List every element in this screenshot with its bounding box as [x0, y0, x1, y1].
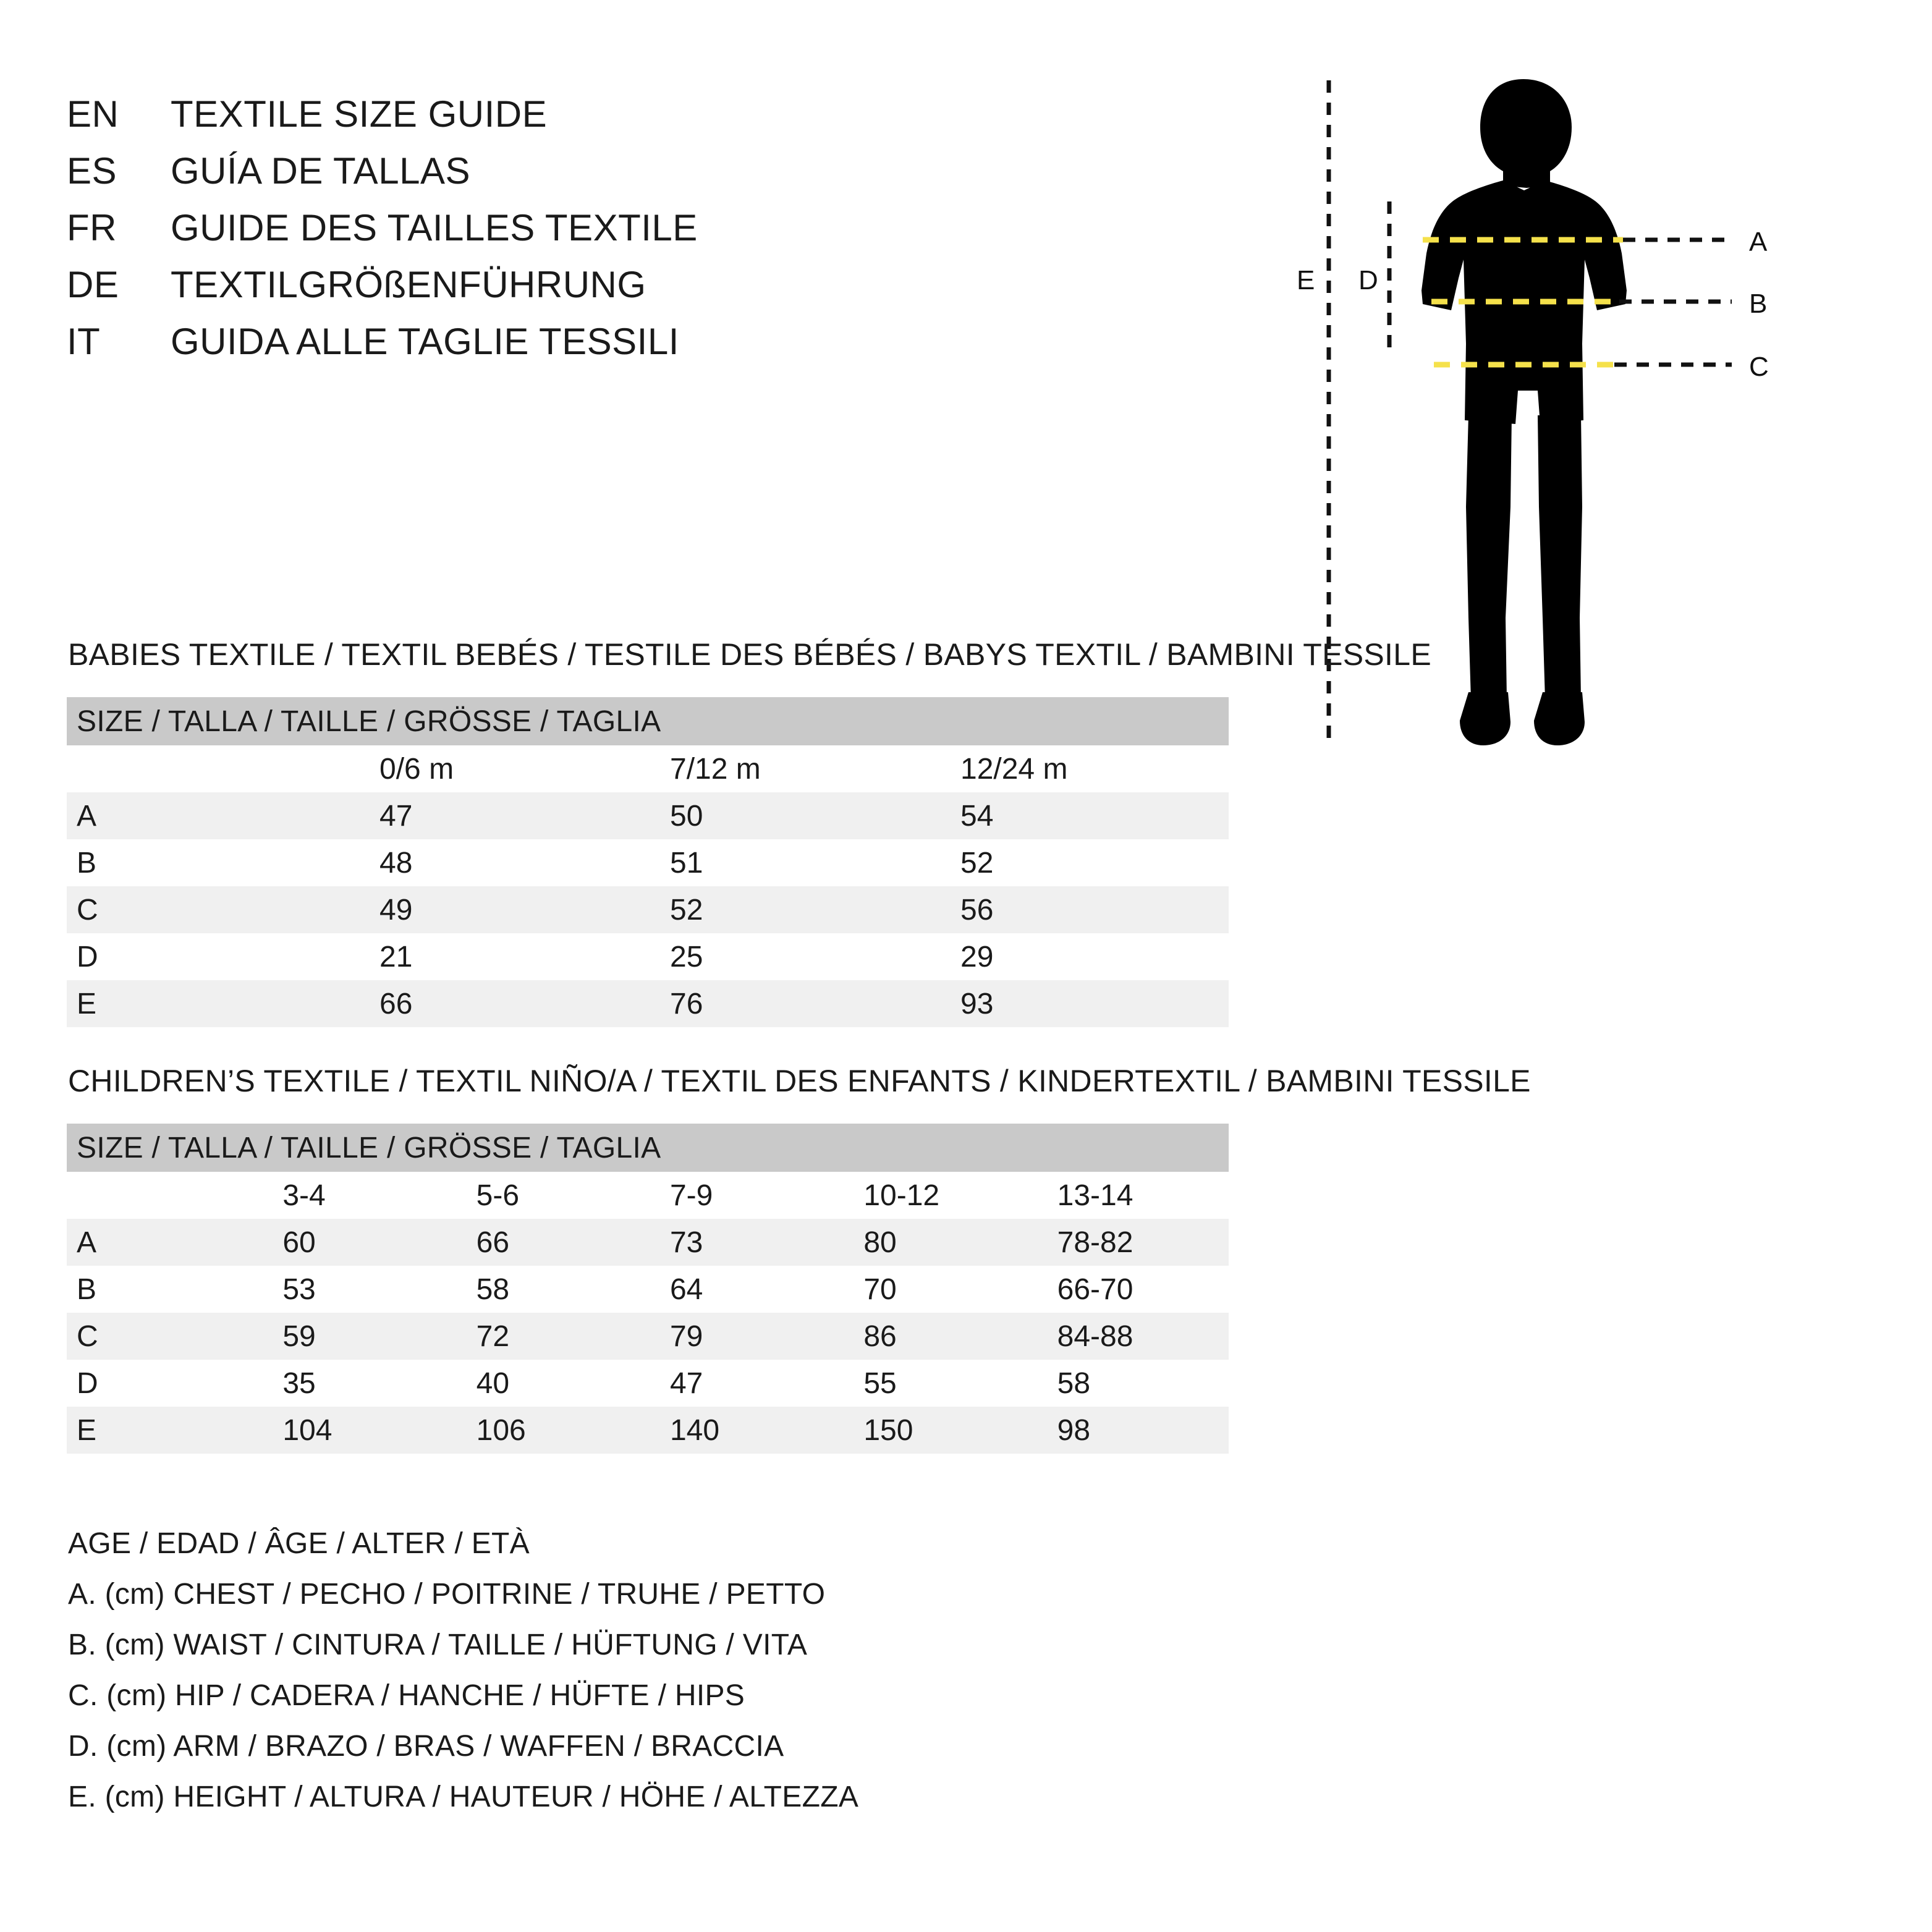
children-corner-cell	[67, 1172, 260, 1219]
language-code-de: DE	[67, 264, 119, 305]
children-e-2: 140	[648, 1407, 841, 1454]
children-b-1: 58	[454, 1266, 648, 1313]
children-d-0: 35	[260, 1360, 454, 1407]
table-row	[67, 839, 1229, 886]
figure-label-d: D	[1358, 265, 1378, 295]
babies-row-label-e: E	[67, 980, 357, 1027]
table-row	[67, 792, 1229, 839]
children-row-label-e: E	[67, 1407, 260, 1454]
children-row-label-d: D	[67, 1360, 260, 1407]
language-code-it: IT	[67, 321, 101, 362]
children-b-2: 64	[648, 1266, 841, 1313]
table-row	[67, 1219, 1229, 1266]
table-row	[67, 933, 1229, 980]
figure-label-c: C	[1749, 352, 1769, 382]
babies-e-0: 66	[357, 980, 648, 1027]
children-c-1: 72	[454, 1313, 648, 1360]
children-column-1: 5-6	[454, 1172, 648, 1219]
children-a-0: 60	[260, 1219, 454, 1266]
children-row-label-b: B	[67, 1266, 260, 1313]
children-a-2: 73	[648, 1219, 841, 1266]
figure-label-b: B	[1749, 289, 1768, 319]
babies-c-0: 49	[357, 886, 648, 933]
legend-line-b: B. (cm) WAIST / CINTURA / TAILLE / HÜFTUNG / VITA	[68, 1629, 808, 1661]
children-c-3: 86	[841, 1313, 1035, 1360]
language-code-fr: FR	[67, 207, 117, 248]
children-section-title: CHILDREN’S TEXTILE / TEXTIL NIÑO/A / TEXTIL DES ENFANTS / KINDERTEXTIL / BAMBINI TESSILE	[68, 1064, 1531, 1098]
language-code-es: ES	[67, 150, 117, 192]
measurement-figure	[1297, 74, 1885, 773]
language-title-list	[67, 93, 698, 377]
table-row	[67, 1360, 1229, 1407]
babies-e-2: 93	[938, 980, 1229, 1027]
language-row-it	[67, 320, 698, 377]
children-row-label-a: A	[67, 1219, 260, 1266]
children-c-0: 59	[260, 1313, 454, 1360]
table-row	[67, 886, 1229, 933]
babies-column-1: 7/12 m	[648, 745, 938, 792]
babies-row-label-b: B	[67, 839, 357, 886]
children-c-2: 79	[648, 1313, 841, 1360]
language-label-en: TEXTILE SIZE GUIDE	[171, 93, 548, 135]
figure-label-e: E	[1297, 265, 1315, 295]
children-b-0: 53	[260, 1266, 454, 1313]
figure-label-a: A	[1749, 227, 1768, 257]
table-row	[67, 980, 1229, 1027]
babies-column-header-row	[67, 745, 1229, 792]
legend-line-age: AGE / EDAD / ÂGE / ALTER / ETÀ	[68, 1527, 530, 1560]
babies-row-label-a: A	[67, 792, 357, 839]
children-e-1: 106	[454, 1407, 648, 1454]
babies-c-1: 52	[648, 886, 938, 933]
babies-row-label-c: C	[67, 886, 357, 933]
language-label-fr: GUIDE DES TAILLES TEXTILE	[171, 207, 698, 248]
language-label-es: GUÍA DE TALLAS	[171, 150, 470, 192]
language-label-it: GUIDA ALLE TAGLIE TESSILI	[171, 321, 679, 362]
children-column-0: 3-4	[260, 1172, 454, 1219]
language-code-en: EN	[67, 93, 119, 135]
children-d-2: 47	[648, 1360, 841, 1407]
children-d-1: 40	[454, 1360, 648, 1407]
children-a-3: 80	[841, 1219, 1035, 1266]
children-d-4: 58	[1035, 1360, 1229, 1407]
children-d-3: 55	[841, 1360, 1035, 1407]
babies-row-label-d: D	[67, 933, 357, 980]
babies-corner-cell	[67, 745, 357, 792]
measurement-legend	[68, 1527, 858, 1831]
children-row-label-c: C	[67, 1313, 260, 1360]
language-label-de: TEXTILGRÖßENFÜHRUNG	[171, 264, 646, 305]
babies-a-2: 54	[938, 792, 1229, 839]
children-b-3: 70	[841, 1266, 1035, 1313]
children-e-4: 98	[1035, 1407, 1229, 1454]
babies-table-header: SIZE / TALLA / TAILLE / GRÖSSE / TAGLIA	[67, 697, 1229, 745]
babies-column-0: 0/6 m	[357, 745, 648, 792]
children-e-0: 104	[260, 1407, 454, 1454]
children-e-3: 150	[841, 1407, 1035, 1454]
language-row-de	[67, 263, 698, 320]
children-column-2: 7-9	[648, 1172, 841, 1219]
babies-b-0: 48	[357, 839, 648, 886]
children-c-4: 84-88	[1035, 1313, 1229, 1360]
children-column-header-row	[67, 1172, 1229, 1219]
babies-d-1: 25	[648, 933, 938, 980]
language-row-en	[67, 93, 698, 150]
babies-size-table	[67, 697, 1229, 1027]
table-row	[67, 1407, 1229, 1454]
babies-table-header-row	[67, 697, 1229, 745]
child-silhouette	[1421, 79, 1627, 745]
language-row-fr	[67, 206, 698, 263]
babies-a-0: 47	[357, 792, 648, 839]
legend-line-a: A. (cm) CHEST / PECHO / POITRINE / TRUHE / PETTO	[68, 1578, 826, 1611]
legend-line-d: D. (cm) ARM / BRAZO / BRAS / WAFFEN / BRACCIA	[68, 1730, 784, 1763]
babies-a-1: 50	[648, 792, 938, 839]
language-row-es	[67, 150, 698, 206]
children-size-table	[67, 1124, 1229, 1454]
legend-line-c: C. (cm) HIP / CADERA / HANCHE / HÜFTE / HIPS	[68, 1679, 745, 1712]
children-table-header-row	[67, 1124, 1229, 1172]
babies-d-0: 21	[357, 933, 648, 980]
children-a-4: 78-82	[1035, 1219, 1229, 1266]
children-a-1: 66	[454, 1219, 648, 1266]
babies-b-2: 52	[938, 839, 1229, 886]
babies-b-1: 51	[648, 839, 938, 886]
babies-c-2: 56	[938, 886, 1229, 933]
children-column-3: 10-12	[841, 1172, 1035, 1219]
babies-d-2: 29	[938, 933, 1229, 980]
babies-section-title: BABIES TEXTILE / TEXTIL BEBÉS / TESTILE DES BÉBÉS / BABYS TEXTIL / BAMBINI TESSILE	[68, 637, 1431, 672]
babies-e-1: 76	[648, 980, 938, 1027]
children-column-4: 13-14	[1035, 1172, 1229, 1219]
legend-line-e: E. (cm) HEIGHT / ALTURA / HAUTEUR / HÖHE / ALTEZZA	[68, 1781, 859, 1813]
table-row	[67, 1266, 1229, 1313]
children-table-header: SIZE / TALLA / TAILLE / GRÖSSE / TAGLIA	[67, 1124, 1229, 1172]
table-row	[67, 1313, 1229, 1360]
babies-column-2: 12/24 m	[938, 745, 1229, 792]
children-b-4: 66-70	[1035, 1266, 1229, 1313]
